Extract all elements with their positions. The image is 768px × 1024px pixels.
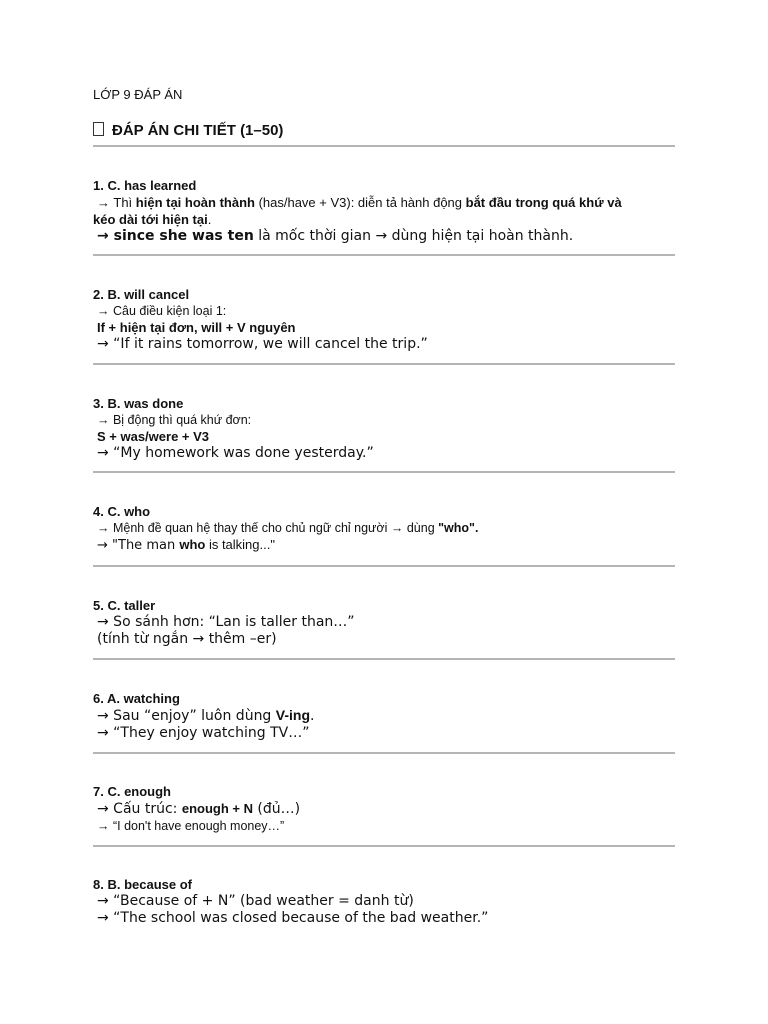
answer-item-8 <box>93 876 675 927</box>
doc-header: LỚP 9 ĐÁP ÁN <box>93 87 183 102</box>
text-run-bold: bắt đầu trong quá khứ và <box>465 195 622 210</box>
answer-example <box>93 536 675 554</box>
answer-explanation <box>93 228 675 245</box>
answer-heading: 7. C. enough <box>93 784 171 799</box>
answer-item-7 <box>93 783 675 834</box>
text-run: → Mệnh đề quan hệ thay thế cho chủ ngữ chỉ người → dùng <box>97 521 439 535</box>
answer-explanation: → “Because of + N” (bad weather = danh từ) <box>97 893 414 909</box>
text-run-bold: "who". <box>438 521 479 535</box>
answer-item-5 <box>93 597 675 648</box>
text-run-bold: hiện tại hoàn thành <box>135 195 255 210</box>
answer-example: → “If it rains tomorrow, we will cancel the trip.” <box>97 336 428 352</box>
answer-heading: 4. C. who <box>93 504 151 519</box>
answer-example: → “The school was closed because of the bad weather.” <box>97 910 489 926</box>
divider <box>93 145 675 147</box>
text-run-bold: kéo dài tới hiện tại <box>93 212 208 227</box>
answer-item-3 <box>93 395 675 462</box>
section-title-text: ĐÁP ÁN CHI TIẾT (1–50) <box>112 122 284 139</box>
answer-example: → “My homework was done yesterday.” <box>97 445 374 461</box>
answer-heading: 6. A. watching <box>93 691 180 706</box>
text-run: (đủ…) <box>252 801 301 817</box>
answer-heading: 8. B. because of <box>93 877 192 892</box>
section-title <box>93 122 283 139</box>
text-run-bold: → since she was ten <box>97 228 254 244</box>
divider <box>93 254 675 256</box>
text-run: → Sau “enjoy” luôn dùng <box>97 708 276 724</box>
answer-item-2 <box>93 286 675 353</box>
divider <box>93 471 675 473</box>
answer-item-4 <box>93 503 675 554</box>
answer-item-6 <box>93 690 675 742</box>
answer-heading: 1. C. has learned <box>93 178 197 193</box>
answer-heading: 2. B. will cancel <box>93 287 190 302</box>
divider <box>93 363 675 365</box>
answer-note: (tính từ ngắn → thêm –er) <box>97 631 277 647</box>
text-run: (has/have + V3): diễn tả hành động <box>254 195 466 210</box>
answer-formula: If + hiện tại đơn, will + V nguyên <box>97 320 296 335</box>
answer-explanation: → Bị động thì quá khứ đơn: <box>97 413 252 427</box>
answer-explanation <box>93 520 675 536</box>
answer-explanation-cont <box>93 211 675 228</box>
answer-example: → “They enjoy watching TV…” <box>97 725 310 741</box>
answer-explanation: → Câu điều kiện loại 1: <box>97 304 227 318</box>
divider <box>93 845 675 847</box>
text-run: . <box>207 212 212 227</box>
divider <box>93 658 675 660</box>
answer-formula: S + was/were + V3 <box>97 429 210 444</box>
answer-explanation <box>93 707 675 725</box>
text-run: is talking..." <box>205 537 275 552</box>
text-run: → "The man <box>97 538 180 553</box>
answer-explanation: → So sánh hơn: “Lan is taller than…” <box>97 614 355 630</box>
text-run: → Thì <box>97 195 136 210</box>
text-run: là mốc thời gian → dùng hiện tại hoàn thành. <box>253 228 574 244</box>
answer-example: → “I don't have enough money…” <box>97 819 285 833</box>
text-run-bold: enough + N <box>181 801 253 816</box>
answer-explanation <box>93 194 675 211</box>
text-run-bold: V-ing <box>275 707 311 723</box>
divider <box>93 752 675 754</box>
answer-heading: 5. C. taller <box>93 598 156 613</box>
answer-item-1 <box>93 177 675 245</box>
text-run-bold: who <box>179 537 206 552</box>
answer-explanation <box>93 800 675 818</box>
divider <box>93 565 675 567</box>
text-run: → Cấu trúc: <box>97 801 182 817</box>
answer-heading: 3. B. was done <box>93 396 184 411</box>
text-run: . <box>310 708 315 724</box>
missing-glyph-icon <box>93 122 104 136</box>
